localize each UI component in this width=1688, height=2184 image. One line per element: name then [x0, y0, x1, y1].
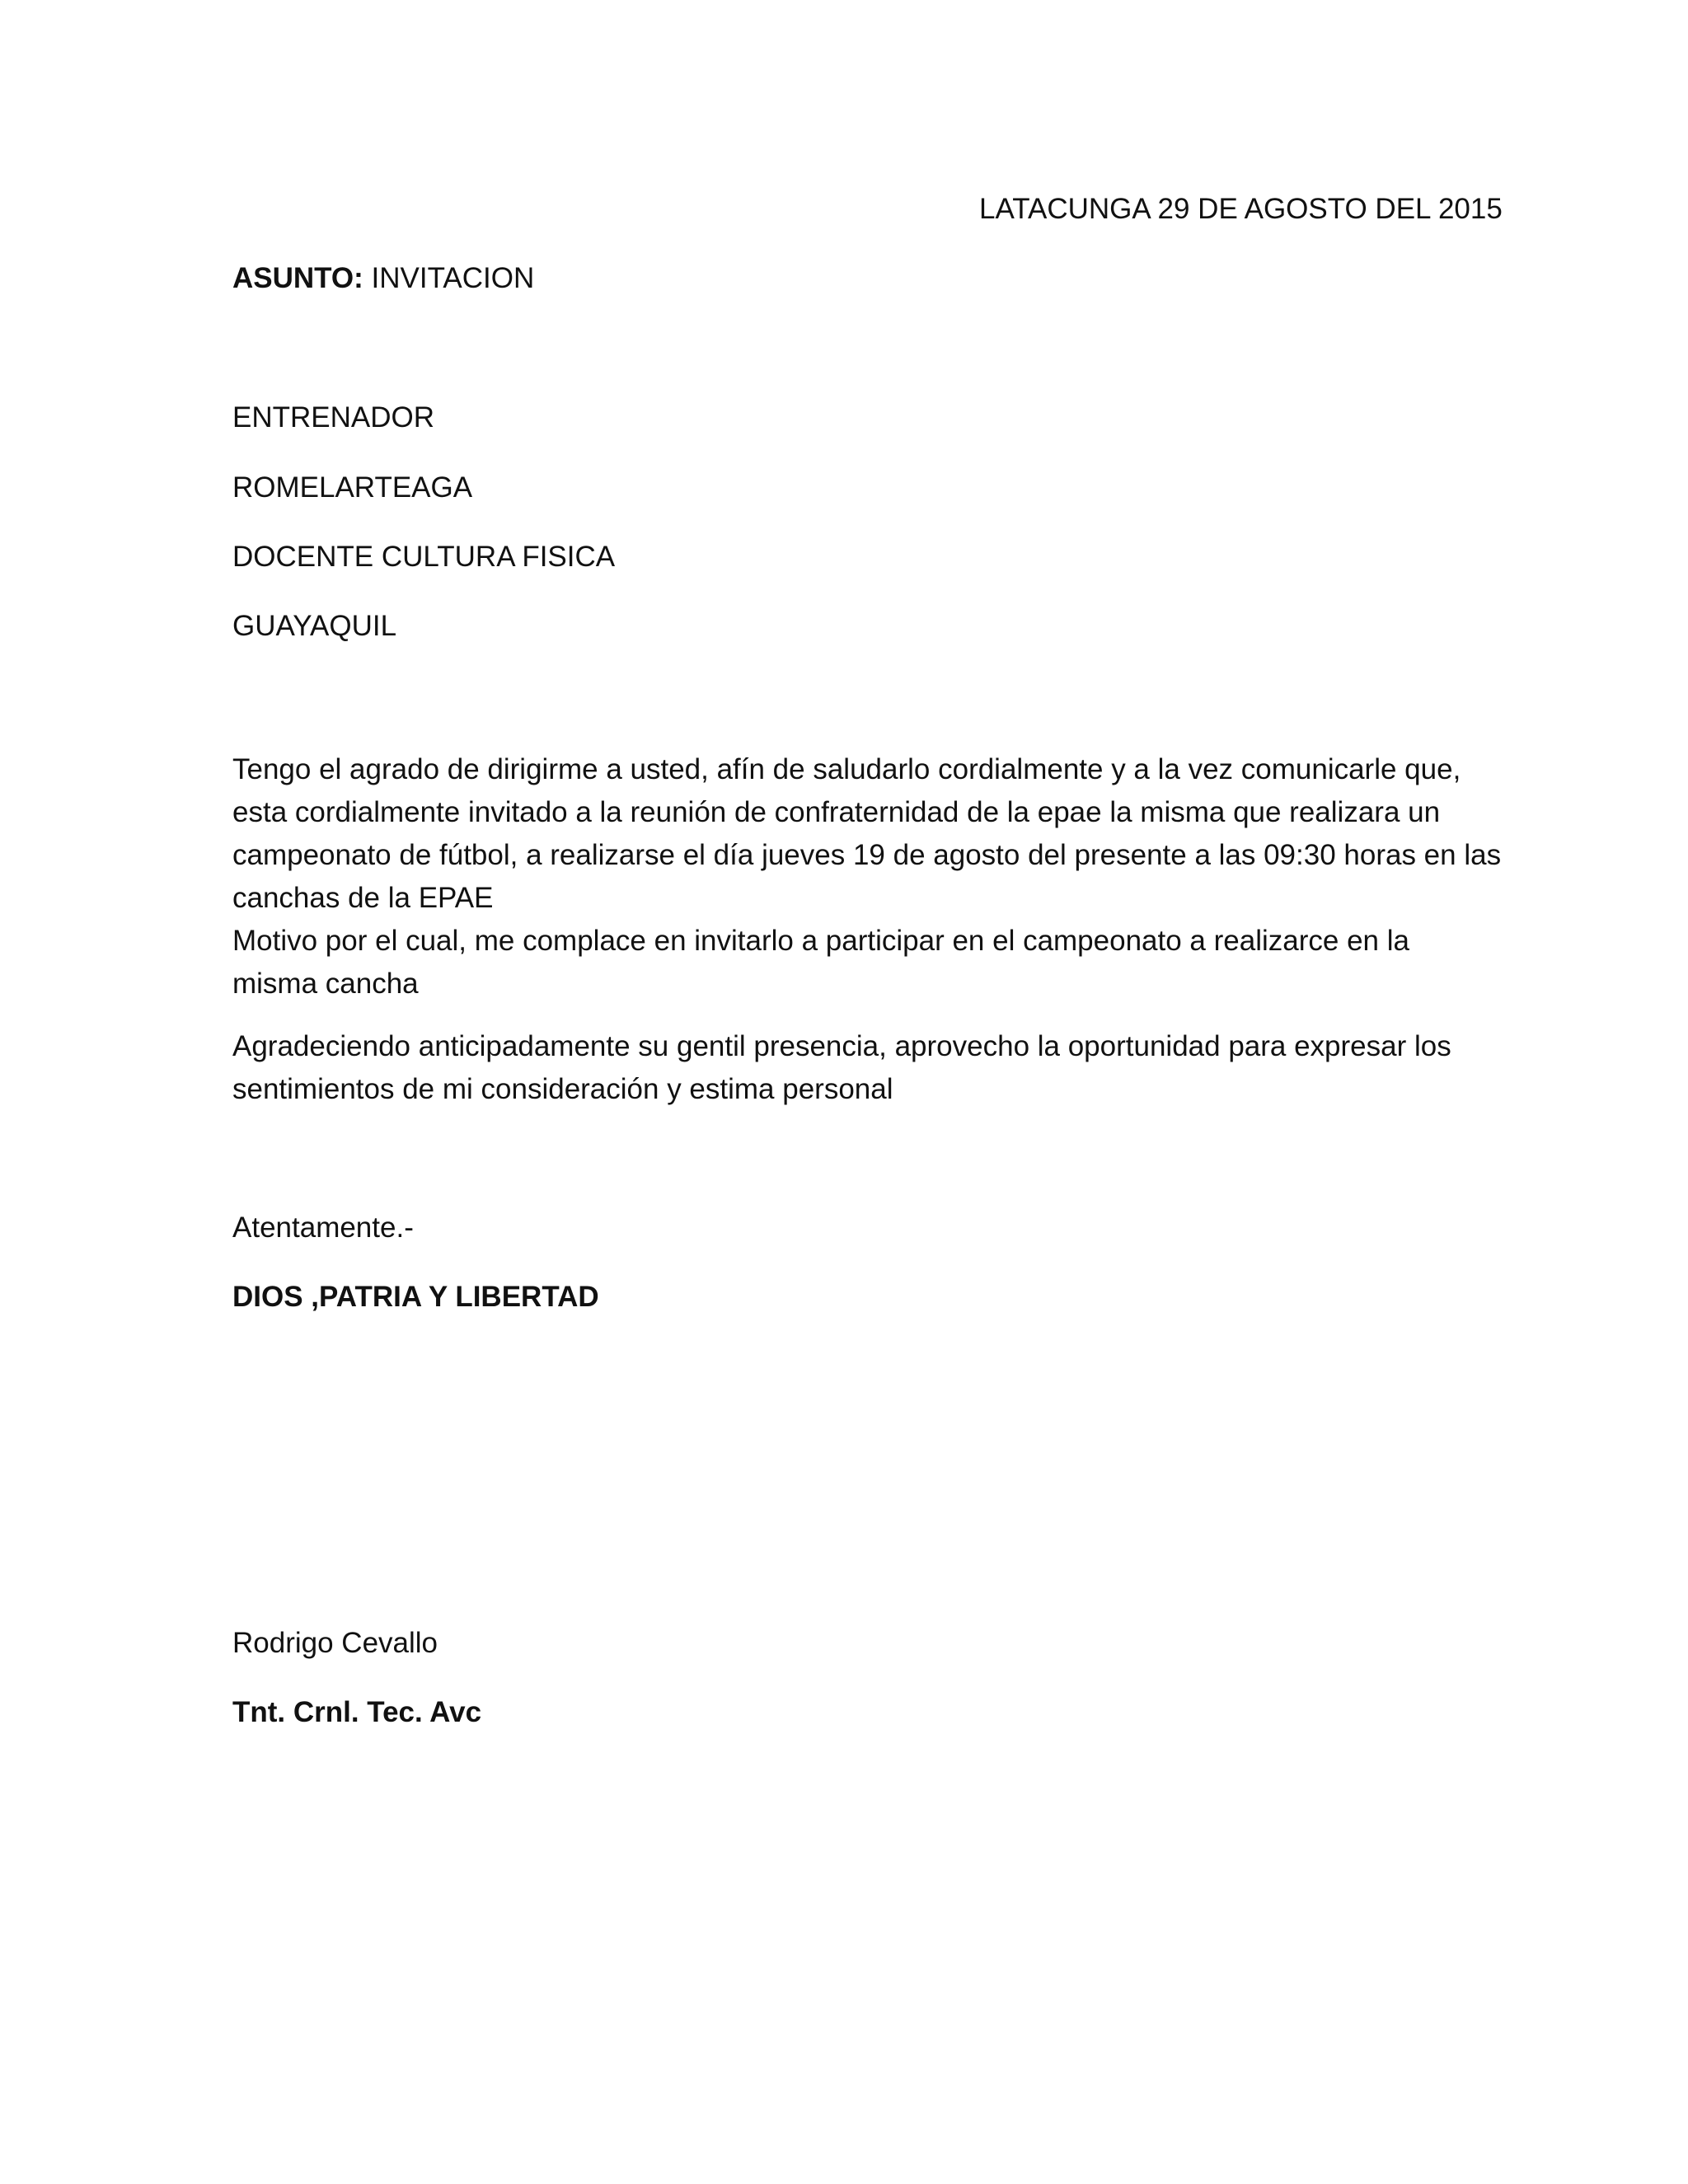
- body-line: Motivo por el cual, me complace en invitarlo a participar en el campeonato a realizarce en la: [232, 925, 1409, 957]
- body-paragraph-2: [232, 1025, 1469, 1111]
- motto: DIOS ,PATRIA Y LIBERTAD: [232, 1281, 599, 1313]
- body-line: Tengo el agrado de dirigirme a usted, afín de saludarlo cordialmente y a la vez comunicarle que,: [232, 753, 1461, 785]
- recipient-title: ENTRENADOR: [232, 401, 435, 434]
- recipient-position: DOCENTE CULTURA FISICA: [232, 541, 616, 573]
- body-paragraph-1: [232, 748, 1502, 1005]
- body-line: canchas de la EPAE: [232, 882, 494, 914]
- body-line: misma cancha: [232, 968, 419, 1000]
- body-line: campeonato de fútbol, a realizarse el día jueves 19 de agosto del presente a las 09:30 horas en las: [232, 839, 1502, 871]
- signer-rank: Tnt. Crnl. Tec. Avc: [232, 1696, 482, 1728]
- body-line: sentimientos de mi consideración y estima personal: [232, 1073, 893, 1105]
- subject-label: ASUNTO:: [232, 262, 363, 294]
- subject-line: [232, 257, 534, 300]
- recipient-name: ROMELARTEAGA: [232, 471, 473, 504]
- subject-value: INVITACION: [371, 262, 535, 294]
- recipient-city: GUAYAQUIL: [232, 610, 397, 642]
- letter-date: LATACUNGA 29 DE AGOSTO DEL 2015: [979, 193, 1503, 225]
- closing: Atentamente.-: [232, 1212, 414, 1244]
- signer-name: Rodrigo Cevallo: [232, 1627, 438, 1659]
- body-line: esta cordialmente invitado a la reunión de confraternidad de la epae la misma que realizara un: [232, 796, 1441, 828]
- body-line: Agradeciendo anticipadamente su gentil presencia, aprovecho la oportunidad para expresar los: [232, 1030, 1451, 1062]
